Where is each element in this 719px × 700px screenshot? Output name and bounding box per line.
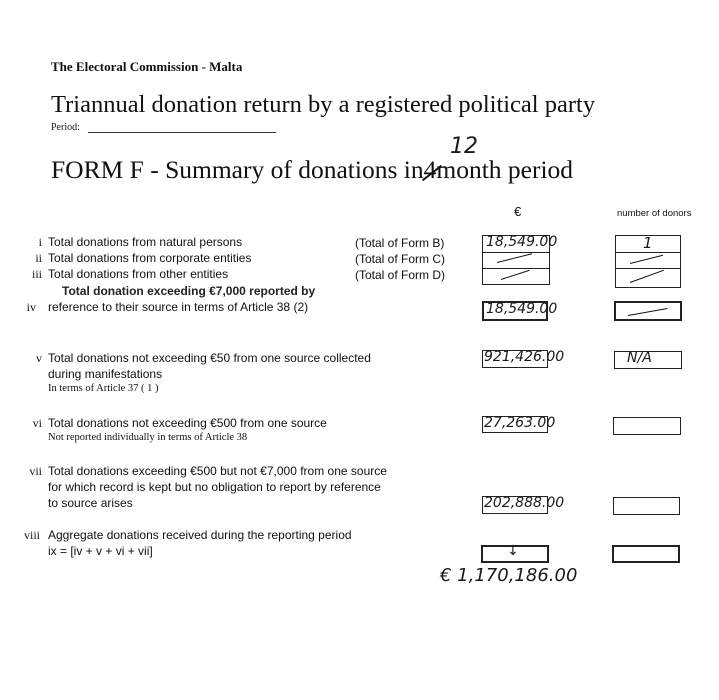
row-label: Total donations from natural persons <box>48 235 243 249</box>
donors-box-vii[interactable] <box>613 497 680 515</box>
donors-box-vi[interactable] <box>613 417 681 435</box>
dash-mark <box>628 308 668 316</box>
down-arrow-mark: ↓ <box>507 543 519 559</box>
dash-mark <box>497 253 532 263</box>
row-label-line1: Total donations not exceeding €50 from one source collected <box>48 351 371 365</box>
handwritten-month-correction: 12 <box>450 134 478 159</box>
row-number: v <box>36 351 42 365</box>
donors-box-iv[interactable] <box>614 301 682 321</box>
amount-value-iv: 18,549.00 <box>486 301 558 317</box>
row-number: iv <box>26 300 36 314</box>
row-note: In terms of Article 37 ( 1 ) <box>48 383 159 394</box>
form-title-prefix: FORM F - Summary of donations in <box>51 155 424 184</box>
row-reference: (Total of Form D) <box>355 268 446 282</box>
donors-value-i: 1 <box>643 234 653 252</box>
row-label-line2: for which record is kept but no obligation to report by reference <box>48 480 381 494</box>
row-label-line1: Aggregate donations received during the reporting period <box>48 528 352 542</box>
organisation-name: The Electoral Commission - Malta <box>51 59 243 74</box>
row-label: Total donations from other entities <box>48 267 229 281</box>
row-label: Total donations from corporate entities <box>48 251 252 265</box>
amount-value-i: 18,549.00 <box>486 234 558 250</box>
dash-mark <box>630 270 664 283</box>
period-label: Period: <box>51 122 80 133</box>
amount-column-header: € <box>514 204 522 219</box>
dash-mark <box>630 255 663 264</box>
row-label-line1: Total donations not exceeding €500 from one source <box>48 416 327 430</box>
row-label-line3: to source arises <box>48 496 133 510</box>
amount-value-vii: 202,888.00 <box>484 495 565 511</box>
row-label-line2: ix = [iv + v + vi + vii] <box>48 544 153 558</box>
row-number: viii <box>23 528 40 542</box>
struck-month-count: 4 <box>423 155 437 184</box>
row-note: Not reported individually in terms of Article 38 <box>48 432 248 443</box>
period-field[interactable] <box>88 132 276 133</box>
row-label-line1: Total donations exceeding €500 but not €7,000 from one source <box>48 464 387 478</box>
donors-column-header: number of donors <box>617 208 692 219</box>
handwritten-total: € 1,170,186.00 <box>440 565 578 586</box>
row-label-line2: during manifestations <box>48 367 163 381</box>
form-title-suffix: month period <box>436 155 574 184</box>
donors-box-viii[interactable] <box>612 545 680 563</box>
amount-cell-ii[interactable] <box>483 252 549 269</box>
donors-value-v: N/A <box>627 350 652 366</box>
document-title: Triannual donation return by a registered political party <box>51 91 596 118</box>
row-reference: (Total of Form B) <box>355 236 445 250</box>
donors-cell-ii[interactable] <box>616 252 680 269</box>
row-label-line2: reference to their source in terms of Article 38 (2) <box>48 300 309 314</box>
row-number: vii <box>29 464 42 478</box>
row-number: iii <box>31 267 42 281</box>
dash-mark <box>501 270 530 280</box>
row-number: vi <box>32 416 42 430</box>
row-number: ii <box>35 251 42 265</box>
amount-value-vi: 27,263.00 <box>484 415 556 431</box>
amount-value-v: 921,426.00 <box>484 349 565 365</box>
row-label-line1: Total donation exceeding €7,000 reported by <box>62 284 316 298</box>
form-title <box>51 155 573 185</box>
row-reference: (Total of Form C) <box>355 252 446 266</box>
row-number: i <box>38 235 42 249</box>
